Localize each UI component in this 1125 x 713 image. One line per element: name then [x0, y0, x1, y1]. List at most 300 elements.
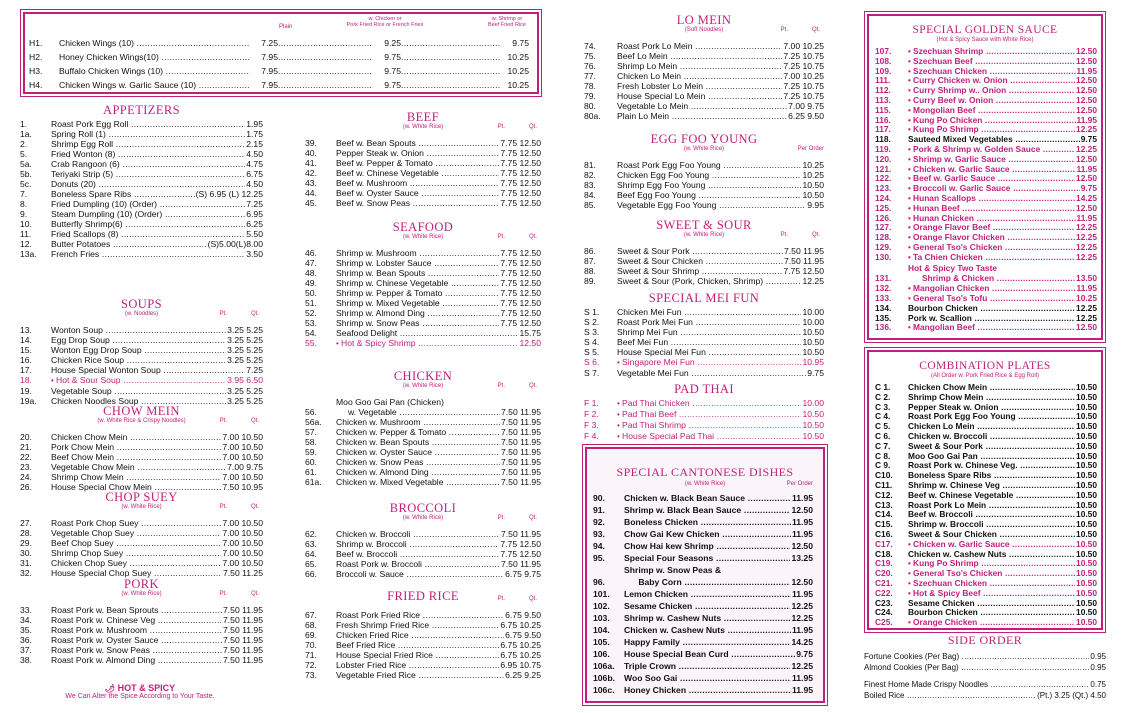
item-name: [336, 258, 499, 268]
item-name: [624, 540, 790, 552]
menu-item-row: [875, 569, 1097, 579]
menu-item-row: [875, 540, 1097, 550]
menu-item-row: [864, 679, 1106, 690]
menu-item-row: [875, 452, 1097, 462]
menu-section-chop-suey: [20, 491, 263, 578]
item-name: [51, 209, 245, 219]
menu-item-row: [875, 96, 1097, 106]
qt-label: Qt.: [250, 418, 259, 424]
item-price: 7.00 10.50: [222, 452, 263, 462]
item-name-text: Broccoli w. Garlic Sauce: [913, 184, 1011, 194]
item-number: 136.: [875, 322, 892, 333]
item-price: 7.25 10.75: [783, 91, 824, 101]
menu-item-row: [20, 442, 263, 452]
item-price: 7.50 11.95: [501, 437, 541, 447]
item-number: 27.: [20, 518, 32, 528]
item-name-text: Chicken Lo Mein: [617, 71, 682, 81]
item-price: 10.50: [802, 420, 824, 430]
item-name-text: Hunan Scallops: [913, 193, 976, 203]
item-price: 12.50: [1076, 202, 1097, 213]
pepper-icon: •: [908, 203, 914, 213]
item-price: 10.50: [1076, 548, 1097, 559]
menu-item-row: [305, 640, 541, 650]
item-name-text: Honey Chicken: [624, 685, 687, 695]
item-name: [908, 471, 1075, 481]
combo-list: [875, 383, 1097, 628]
item-name: [336, 549, 499, 559]
item-name: [51, 615, 222, 625]
price-shrimp: 10.25: [507, 66, 529, 76]
item-number: C25.: [875, 617, 893, 628]
item-name: [51, 139, 245, 149]
item-name: [336, 288, 499, 298]
price-chicken: 9.25: [384, 38, 401, 48]
menu-item-row: [593, 672, 813, 684]
item-name: [908, 223, 1075, 233]
item-number: 124.: [875, 192, 892, 203]
item-name: [51, 249, 245, 259]
item-price: 7.50 11.95: [501, 529, 541, 539]
menu-section-fried-rice: [305, 590, 541, 680]
item-name: [908, 96, 1075, 106]
menu-item-row: [305, 308, 541, 318]
item-name: [617, 368, 806, 378]
menu-item-row: [584, 368, 824, 378]
golden-title: SPECIAL GOLDEN SAUCE: [912, 24, 1058, 36]
item-name: [336, 318, 499, 328]
item-price: 7.75 12.50: [500, 198, 541, 208]
item-name-text: Chicken w. Garlic Sauce: [913, 539, 1010, 549]
item-name-text: Shrimp w. Cashew Nuts: [624, 613, 722, 623]
item-name-text: Vegetable Soup: [51, 386, 112, 396]
menu-item-row: [875, 530, 1097, 540]
item-name: [908, 76, 1075, 86]
item-price: 2.15: [246, 139, 263, 149]
pepper-icon: •: [908, 144, 914, 154]
item-name-text: Beef Chop Suey: [51, 538, 114, 548]
item-number: C18.: [875, 548, 893, 559]
item-price: 10.25: [802, 170, 824, 180]
item-name: [908, 253, 1075, 263]
item-number: 90.: [593, 493, 605, 503]
pepper-icon: •: [51, 376, 57, 385]
item-price: 7.00 10.25: [783, 41, 824, 51]
item-price: 7.25: [246, 365, 263, 375]
qt-label: Qt.: [250, 591, 259, 597]
item-number: C 8.: [875, 450, 891, 461]
menu-item-row: [584, 337, 824, 347]
item-name-text: Sweet & Sour Chicken: [617, 256, 703, 266]
wings-row: [29, 64, 529, 78]
menu-item-row: [20, 179, 263, 189]
menu-item-row: [593, 624, 813, 636]
item-price: 4.50: [246, 149, 263, 159]
item-name: [617, 160, 801, 170]
item-number: 14.: [20, 335, 32, 345]
qt-label: Qt.: [528, 234, 537, 240]
item-number: 126.: [875, 212, 892, 223]
menu-item-row: [20, 365, 263, 375]
item-number: 109.: [875, 65, 892, 76]
item-price: 9.75: [796, 649, 813, 659]
price-plain: 7.25: [261, 38, 278, 48]
item-name-text: Pepper Steak w. Onion: [336, 148, 424, 158]
item-name: [336, 569, 504, 579]
item-name-text: Chicken Chow Mein: [51, 432, 128, 442]
item-price: 7.50 11.95: [501, 477, 541, 487]
menu-item-row: [20, 615, 263, 625]
menu-section-soups: [20, 298, 263, 406]
menu-item-row: [305, 569, 541, 579]
pt-label: Pt.: [219, 591, 227, 597]
golden-subtitle: (Hot & Spicy Sauce with White Rice): [936, 37, 1034, 43]
menu-section-appetizers: [20, 104, 263, 259]
menu-item-row: [875, 184, 1097, 194]
side-order-title: SIDE ORDER: [947, 633, 1023, 647]
price-chicken: 9.75: [384, 52, 401, 62]
side-list: [864, 651, 1106, 701]
item-name-text: Butterfly Shrimp(6): [51, 219, 123, 229]
item-price: 10.50: [1076, 528, 1097, 539]
item-price: 5.50: [246, 229, 263, 239]
pepper-icon: •: [908, 105, 914, 115]
item-price: 11.95: [1076, 212, 1097, 223]
item-number: 65.: [305, 559, 317, 569]
item-number: 54.: [305, 328, 317, 338]
menu-item-row: [875, 57, 1097, 67]
item-number: C 9.: [875, 460, 891, 471]
pepper-icon: •: [617, 410, 623, 419]
item-name-text: Curry Shrimp w.. Onion: [913, 86, 1007, 96]
section-subtitle: (w. White Rice): [683, 146, 725, 152]
item-name-text: General Tso's Chicken: [913, 242, 1003, 252]
item-name-text: Chicken Fried Rice: [336, 630, 409, 640]
menu-item-row: [584, 81, 824, 91]
section-title: CHICKEN: [393, 369, 453, 383]
item-number: 20.: [20, 432, 32, 442]
menu-item-row: [305, 148, 541, 158]
item-name: [908, 323, 1075, 333]
item-name-text: Roast Pork Mei Fun: [617, 317, 693, 327]
item-name-text: Shrimp w. Pepper & Tomato: [336, 288, 443, 298]
item-name-text: Mongolian Beef: [913, 105, 976, 115]
pepper-icon: •: [908, 47, 914, 56]
item-name: [908, 314, 1075, 324]
section-subtitle: (w. White Rice & Crispy Noodles): [97, 418, 186, 424]
section-title: SEAFOOD: [392, 220, 454, 234]
menu-item-row: [305, 670, 541, 680]
item-name: [624, 516, 791, 528]
menu-item-row: [305, 198, 541, 208]
item-name: [617, 71, 782, 81]
item-price: 4.75: [246, 159, 263, 169]
item-name: [51, 159, 245, 169]
item-name: [51, 452, 221, 462]
menu-item-row: [305, 610, 541, 620]
item-price: 12.25: [1076, 241, 1097, 252]
item-name: [908, 243, 1075, 253]
item-number: 23.: [20, 462, 32, 472]
golden-box: [867, 14, 1103, 340]
menu-item-row: [875, 263, 1097, 285]
item-name: [51, 548, 221, 558]
item-price: 7.50 11.95: [501, 407, 541, 417]
menu-section-seafood: [305, 221, 541, 349]
item-name-text: Fried Scallops (8): [51, 229, 119, 239]
item-name-text: Singapore Mei Fun: [622, 357, 695, 367]
item-name-text: Chicken Rice Soup: [51, 355, 125, 365]
item-price: 6.75 10.25: [500, 640, 541, 650]
item-name: [908, 67, 1076, 77]
item-name: [51, 558, 221, 568]
item-number: 10.: [20, 219, 32, 229]
item-name-text: Beef w. Mushroom: [336, 178, 408, 188]
item-number: C10.: [875, 470, 893, 481]
item-number: 5a.: [20, 159, 32, 169]
item-price: 7.00 10.50: [222, 432, 263, 442]
menu-item-row: [875, 116, 1097, 126]
item-name-text: Chicken w. Bean Spouts: [336, 437, 430, 447]
item-number: 129.: [875, 241, 892, 252]
menu-item-row: [305, 138, 541, 148]
item-price: 7.50 11.95: [223, 605, 263, 615]
item-number: 49.: [305, 278, 317, 288]
item-dots: [401, 50, 501, 64]
item-name: [908, 294, 1075, 304]
item-price: 7.00 10.50: [222, 528, 263, 538]
item-number: S 3.: [584, 327, 600, 337]
pepper-icon: •: [908, 559, 914, 569]
pepper-icon: 🌶︎: [104, 684, 116, 693]
item-price: 11.95: [791, 529, 813, 539]
item-name: [617, 327, 801, 337]
item-name: [908, 145, 1075, 155]
item-name: [908, 106, 1075, 116]
item-number: C23.: [875, 597, 893, 608]
pepper-icon: •: [908, 293, 914, 303]
item-price: 10.50: [1076, 519, 1097, 530]
menu-item-row: [875, 233, 1097, 243]
item-name: [624, 504, 790, 516]
item-price: 12.50: [1076, 173, 1097, 184]
item-price: 9.75: [1080, 134, 1097, 145]
item-number: 93.: [593, 529, 605, 539]
menu-item-row: [20, 386, 263, 396]
price-chicken: 9.75: [384, 80, 401, 90]
item-name-text: Chicken Lo Mein: [908, 422, 975, 432]
item-name-text: House Special Lo Mein: [617, 91, 706, 101]
item-name: [336, 467, 500, 477]
item-price: 12.25: [802, 276, 824, 286]
item-number: 19.: [20, 386, 32, 396]
item-price: 12.25: [1076, 232, 1097, 243]
item-number: C 3.: [875, 401, 891, 412]
item-price: 10.50: [802, 347, 824, 357]
item-number: 61.: [305, 467, 317, 477]
menu-item-row: [584, 101, 824, 111]
item-name: [336, 148, 499, 158]
item-price: 11.95: [1076, 65, 1097, 76]
menu-item-row: [875, 284, 1097, 294]
item-number: 62.: [305, 529, 317, 539]
menu-item-row: [864, 662, 1106, 673]
item-name: [908, 442, 1075, 452]
pt-label: Pt.: [497, 234, 505, 240]
item-number: 115.: [875, 104, 891, 115]
item-number: S 6.: [584, 357, 600, 367]
item-name-text: Special Four Seasons: [624, 553, 714, 563]
item-name-text: Happy Family: [624, 637, 680, 647]
item-number: F 1.: [584, 398, 599, 408]
menu-item-row: [20, 432, 263, 442]
item-price: 7.75 12.50: [500, 138, 541, 148]
item-name: [617, 246, 783, 256]
item-name: [624, 588, 791, 600]
item-name: [908, 520, 1075, 530]
item-name-text: Kung Po Shrimp: [913, 559, 979, 569]
item-number: 56a.: [305, 417, 322, 427]
pepper-icon: •: [908, 539, 914, 549]
item-number: 22.: [20, 452, 32, 462]
section-title: SPECIAL MEI FUN: [648, 291, 760, 305]
item-name: [617, 200, 806, 210]
item-name-text: Orange Flavor Chicken: [913, 233, 1005, 243]
wings-header-right: w. Shrimp or Beef Fried Rice: [488, 16, 526, 28]
section-title: BROCCOLI: [389, 501, 457, 515]
item-name: [617, 41, 782, 51]
item-name: [624, 552, 790, 564]
item-name-text: Fried Dumpling (10) (Order): [51, 199, 158, 209]
menu-item-row: [875, 243, 1097, 253]
item-name-text: General Tso's Chicken: [913, 569, 1003, 579]
menu-item-row: [875, 323, 1097, 333]
item-name-text: Shrimp w. Black Bean Sauce: [624, 505, 742, 515]
menu-item-row: [305, 559, 541, 569]
item-name-text: Teriyaki Strip (5): [51, 169, 114, 179]
item-number: 12.: [20, 239, 32, 249]
menu-item-row: [305, 437, 541, 447]
item-price: 10.50: [1076, 430, 1097, 441]
menu-item-row: [20, 239, 263, 249]
item-name: [908, 491, 1075, 501]
item-name-text: Roast Pork Egg Foo Young: [908, 412, 1016, 422]
item-name-text: Beef Egg Foo Young: [617, 190, 696, 200]
item-number: 84.: [584, 190, 596, 200]
item-number: 78.: [584, 81, 596, 91]
section-title: SWEET & SOUR: [656, 218, 752, 232]
item-price: 6.25 9.25: [505, 670, 541, 680]
item-name-text: Roast Pork w. Almond Ding: [51, 655, 156, 665]
item-name-text: Pork & Shrimp w. Golden Sauce: [913, 144, 1041, 154]
item-price: 10.50: [1076, 577, 1097, 588]
item-name: [51, 635, 222, 645]
item-price: 7.50 11.95: [501, 447, 541, 457]
item-name: [336, 539, 499, 549]
wings-box: [23, 12, 539, 94]
item-name-text: Pork w. Scallion: [908, 313, 972, 323]
menu-item-row: [593, 516, 813, 528]
item-price: 7.75 12.50: [500, 158, 541, 168]
item-name: [617, 190, 801, 200]
item-name: [908, 165, 1076, 175]
item-name: [908, 194, 1075, 204]
item-name: [864, 662, 1089, 673]
menu-item-row: [875, 393, 1097, 403]
item-number: 117.: [875, 124, 891, 135]
item-name-text: House Special Bean Curd: [624, 649, 729, 659]
combo-subtitle: (All Order w. Pork Fried Rice & Egg Roll): [930, 373, 1040, 379]
item-name: [51, 129, 245, 139]
item-name-text: Bourbon Chicken: [908, 608, 978, 618]
cantonese-subtitle: (w. White Rice): [684, 481, 726, 487]
item-name: [336, 328, 518, 338]
qt-label: Qt.: [250, 504, 259, 510]
menu-item-row: [20, 538, 263, 548]
item-name-text: Roast Pork Egg Foo Young: [617, 160, 721, 170]
item-number: 127.: [875, 222, 892, 233]
item-number: 76.: [584, 61, 596, 71]
item-price: 12.25: [1076, 124, 1097, 135]
item-name-text: Curry Chicken w. Onion: [913, 76, 1008, 86]
item-price: 10.00: [802, 317, 824, 327]
menu-item-row: [593, 636, 813, 648]
item-number: 123.: [875, 183, 892, 194]
item-name: [908, 481, 1075, 491]
item-number: 8.: [20, 199, 28, 209]
item-price: (Pt.) 3.25 (Qt.) 4.50: [1037, 691, 1106, 700]
item-number: C17.: [875, 538, 893, 549]
item-name: [51, 199, 245, 209]
item-name-text: Beef w. Chinese Vegetable: [908, 490, 1014, 500]
item-name: [51, 442, 221, 452]
item-price: 10.25: [802, 160, 824, 170]
item-number: F 2.: [584, 409, 599, 419]
item-price: 7.00 10.50: [222, 558, 263, 568]
item-name-text: Hunan Beef: [913, 203, 960, 213]
item-name: [908, 530, 1075, 540]
item-name: [617, 91, 782, 101]
item-name-text: Chicken Chow Mein: [908, 383, 988, 392]
item-number: 63.: [305, 539, 317, 549]
item-price: 12.50: [1076, 75, 1097, 86]
item-name-text: Hot & Spicy Two Taste Shrimp & Chicken: [908, 262, 998, 284]
wings-list: [29, 36, 529, 92]
item-name: [336, 640, 499, 650]
menu-item-row: [20, 462, 263, 472]
menu-item-row: [20, 355, 263, 365]
section-title: BEEF: [406, 110, 440, 124]
menu-item-row: [305, 660, 541, 670]
item-name: [908, 383, 1075, 393]
item-name-text: Fried Wonton (8): [51, 149, 116, 159]
menu-item-row: [584, 276, 824, 286]
menu-item-row: [584, 409, 824, 420]
item-name: [864, 690, 1036, 701]
item-name-text: Beef w. Broccoli: [336, 549, 398, 559]
item-price: 7.75 12.50: [500, 268, 541, 278]
menu-item-row: [305, 328, 541, 338]
item-name-text: Beef w. Snow Peas: [336, 198, 411, 208]
item-name: [908, 86, 1075, 96]
menu-item-row: [20, 548, 263, 558]
item-price: 7.00 10.50: [222, 518, 263, 528]
item-price: 7.00 10.50: [222, 442, 263, 452]
item-price: 7.75 12.50: [500, 539, 541, 549]
menu-item-row: [584, 398, 824, 409]
item-number: 19a.: [20, 396, 37, 406]
menu-item-row: [875, 223, 1097, 233]
item-number: 5.: [20, 149, 28, 159]
